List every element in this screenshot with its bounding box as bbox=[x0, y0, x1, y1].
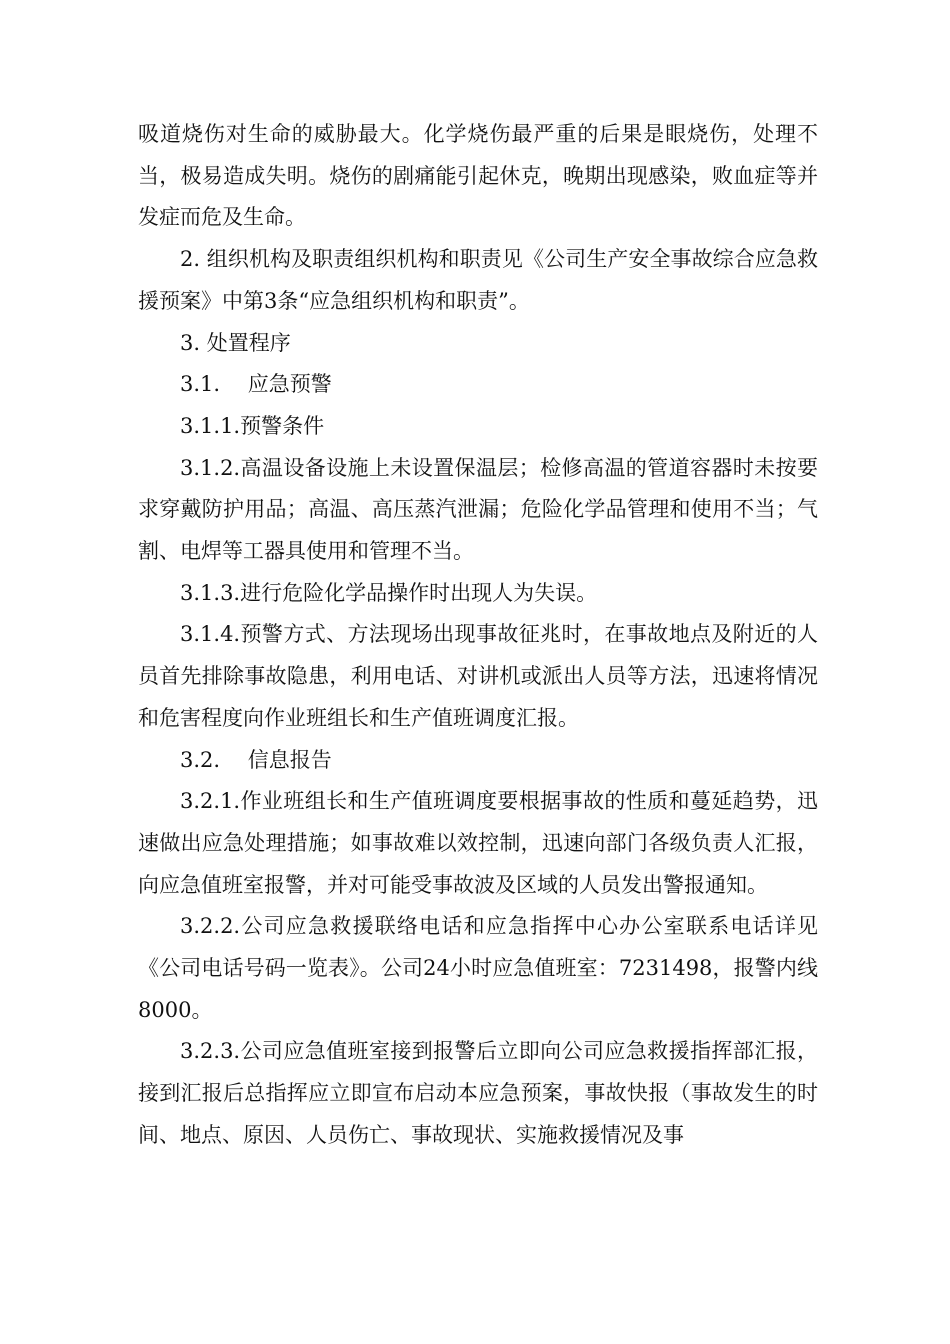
document-page bbox=[138, 114, 818, 1157]
paragraph-6: 3.1.2.高温设备设施上未设置保温层；检修高温的管道容器时未按要求穿戴防护用品；高温、高压蒸汽泄漏；危险化学品管理和使用不当；气割、电焊等工器具使用和管理不当。 bbox=[138, 455, 818, 564]
paragraph-7: 3.1.3.进行危险化学品操作时出现人为失误。 bbox=[180, 580, 598, 605]
paragraph-11: 3.2.2.公司应急救援联络电话和应急指挥中心办公室联系电话详见《公司电话号码一览表》。公司24小时应急值班室：7231498，报警内线8000。 bbox=[138, 914, 818, 1022]
paragraph-3: 3. 处置程序 bbox=[180, 330, 291, 355]
paragraph-8: 3.1.4.预警方式、方法现场出现事故征兆时，在事故地点及附近的人员首先排除事故隐患，利用电话、对讲机或派出人员等方法，迅速将情况和危害程度向作业班组长和生产值班调度汇报。 bbox=[138, 622, 818, 730]
paragraph-5: 3.1.1.预警条件 bbox=[180, 413, 325, 438]
paragraph-2: 2. 组织机构及职责组织机构和职责见《公司生产安全事故综合应急救援预案》中第3条“应急组织机构和职责”。 bbox=[138, 247, 818, 313]
paragraph-4: 3.1. 应急预警 bbox=[180, 372, 332, 397]
paragraph-1: 吸道烧伤对生命的威胁最大。化学烧伤最严重的后果是眼烧伤，处理不当，极易造成失明。烧伤的剧痛能引起休克，晚期出现感染，败血症等并发症而危及生命。 bbox=[138, 122, 818, 230]
paragraph-9: 3.2. 信息报告 bbox=[180, 747, 332, 772]
paragraph-10: 3.2.1.作业班组长和生产值班调度要根据事故的性质和蔓延趋势，迅速做出应急处理措施；如事故难以效控制，迅速向部门各级负责人汇报，向应急值班室报警，并对可能受事故波及区域的人员发出警报通知。 bbox=[138, 789, 818, 897]
paragraph-12: 3.2.3.公司应急值班室接到报警后立即向公司应急救援指挥部汇报，接到汇报后总指挥应立即宣布启动本应急预案，事故快报（事故发生的时间、地点、原因、人员伤亡、事故现状、实施救援情况及事 bbox=[138, 1039, 818, 1147]
